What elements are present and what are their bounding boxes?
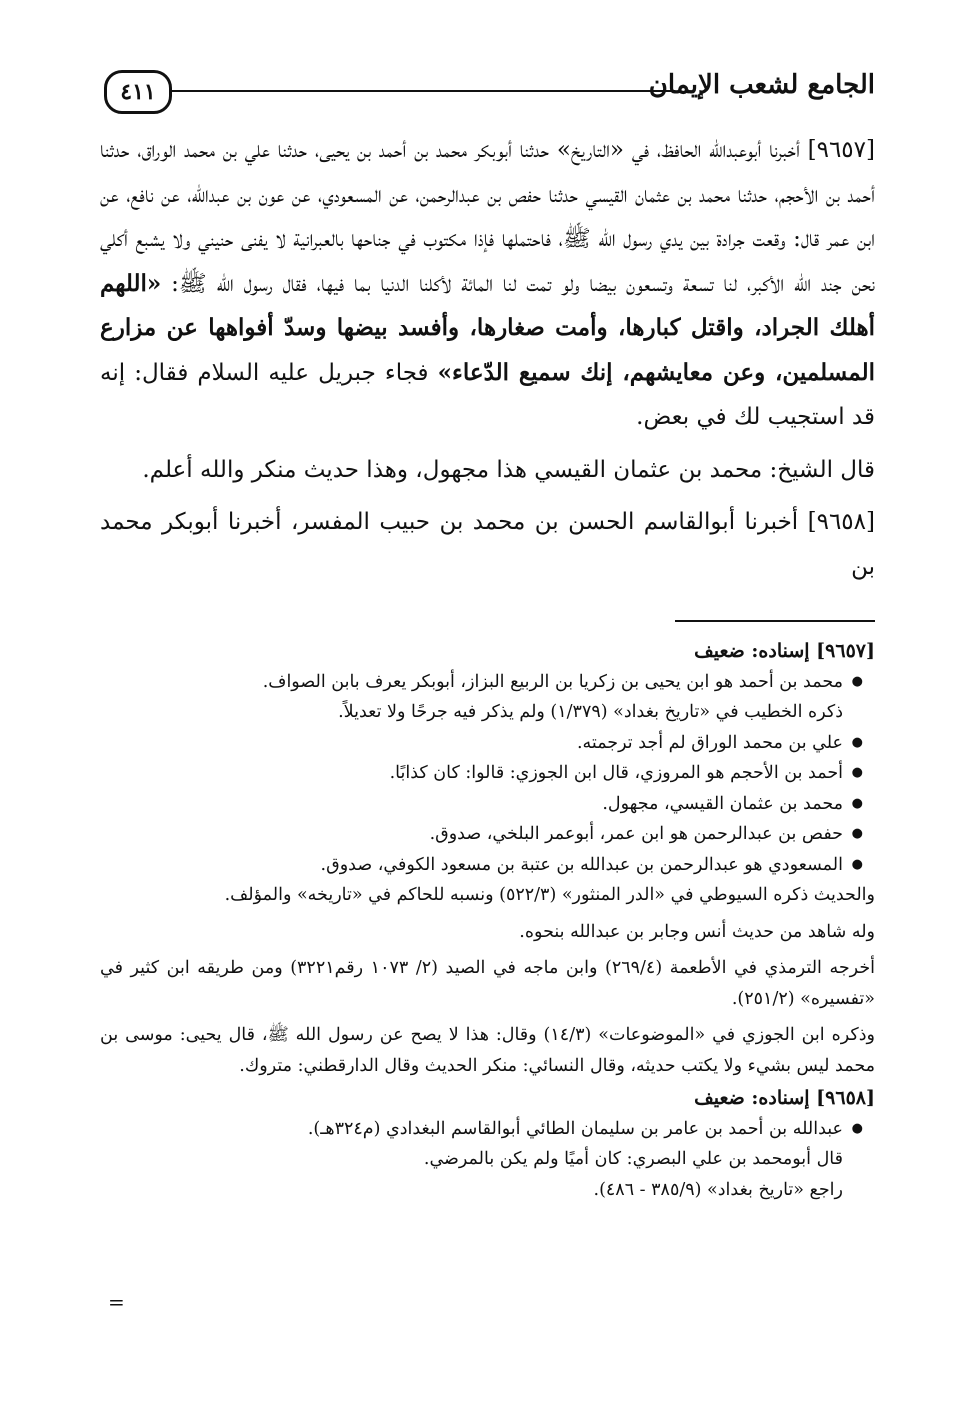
main-text bbox=[100, 128, 875, 589]
page-number: ٤١١ bbox=[104, 70, 172, 114]
sheikh-comment: قال الشيخ: محمد بن عثمان القيسي هذا مجهول، وهذا حديث منكر والله أعلم. bbox=[142, 456, 875, 483]
header-rule bbox=[172, 90, 675, 92]
list-item: ذكره الخطيب في «تاريخ بغداد» (١/٣٧٩) ولم يذكر فيه جرحًا ولا تعديلاً. bbox=[338, 702, 843, 722]
footnote-note: والحديث ذكره السيوطي في «الدر المنثور» (٥٢٢/٣) ونسبه للحاكم في «تاريخه» والمؤلف. bbox=[224, 885, 875, 905]
list-item: قال أبومحمد بن علي البصري: كان أميًا ولم يكن بالمرضي. bbox=[423, 1149, 843, 1169]
footnote-9657-list bbox=[100, 667, 875, 881]
hadith-9657-dua: «اللهم أهلك الجراد، واقتل كبارها، وأمت صغارها، وأفسد بيضها وسدّ أفواهها عن مزارع المسلمين، وعن معايشهم، إنك سميع الدّعاء» bbox=[100, 269, 875, 386]
list-item: ● أحمد بن الأحجم هو المروزي، قال ابن الجوزي: قالوا: كان كذابًا. bbox=[100, 758, 843, 789]
list-item: ● محمد بن عثمان القيسي، مجهول. bbox=[100, 789, 843, 820]
hadith-9658: [٩٦٥٨] أخبرنا أبوالقاسم الحسن بن محمد بن حبيب المفسر، أخبرنا أبوبكر محمد بن bbox=[100, 509, 875, 580]
footnote-9657-heading: [٩٦٥٧] إسناده: ضعيف bbox=[694, 640, 875, 662]
list-item: ● حفص بن عبدالرحمن هو ابن عمر، أبوعمر البلخي، صدوق. bbox=[100, 819, 843, 850]
list-item: راجع «تاريخ بغداد» (٣٨٥/٩ - ٤٨٦). bbox=[593, 1179, 843, 1200]
continuation-mark: = bbox=[108, 1290, 125, 1314]
footnote-9658-heading: [٩٦٥٨] إسناده: ضعيف bbox=[694, 1087, 875, 1109]
footnote-note: وذكره ابن الجوزي في «الموضوعات» (١٤/٣) وقال: هذا لا يصح عن رسول الله ﷺ، قال يحيى: موسى بن محمد ليس بشيء ولا يكتب حديثه، وقال النسائي: منكر الحديث وقال الدارقطني: متروك. bbox=[100, 1025, 875, 1076]
book-title: الجامع لشعب الإيمان bbox=[648, 70, 875, 100]
footnotes bbox=[100, 634, 875, 1205]
footnote-separator bbox=[675, 620, 875, 622]
hadith-9657-end: فجاء جبريل عليه السلام فقال: إنه قد استجيب لك في بعض. bbox=[100, 359, 875, 430]
list-item: ● المسعودي هو عبدالرحمن بن عبدالله بن عتبة بن مسعود الكوفي، صدوق. bbox=[100, 850, 843, 881]
footnote-note: وله شاهد من حديث أنس وجابر بن عبدالله بنحوه. bbox=[519, 921, 875, 942]
list-item: ● محمد بن أحمد هو ابن يحيى بن زكريا بن الربيع البزاز، أبوبكر يعرف بابن الصواف. bbox=[100, 667, 843, 698]
hadith-9657-text: [٩٦٥٧] أخبرنا أبوعبدالله الحافظ، في «التاريخ» حدثنا أبوبكر محمد بن أحمد بن يحيى، حدثنا علي بن محمد الوراق، حدثنا أحمد بن الأحجم، حدثنا محمد بن عثمان القيسي حدثنا حفص بن عبدالرحمن، عن المسعودي، عن عون بن عبدالله، عن نافع، عن ابن عمر قال: وقعت جرادة بين يدي رسول الله ﷺ، فاحتملها فإذا مكتوب في جناحها بالعبرانية لا يفنى حنيني ولا يشبع أكلي نحن جند الله الأكبر، لنا تسعة وتسعون بيضا ولو تمت لنا المائة لأكلنا الدنيا بما فيها، فقال رسول الله ﷺ: bbox=[100, 137, 875, 297]
page-header bbox=[100, 60, 875, 124]
footnote-note: أخرجه الترمذي في الأطعمة (٢٦٩/٤) وابن ماجه في الصيد (٢/ ١٠٧٣ رقم٣٢٢١) ومن طريقه ابن كثير في «تفسيره» (٢٥١/٢). bbox=[100, 958, 875, 1009]
hadith-9657 bbox=[100, 128, 875, 440]
list-item: ● عبدالله بن أحمد بن عامر بن سليمان الطائي أبوالقاسم البغدادي (م٣٢٤هـ). bbox=[100, 1114, 843, 1145]
footnote-9658-list bbox=[100, 1114, 875, 1206]
list-item: ● علي بن محمد الوراق لم أجد ترجمته. bbox=[100, 728, 843, 759]
